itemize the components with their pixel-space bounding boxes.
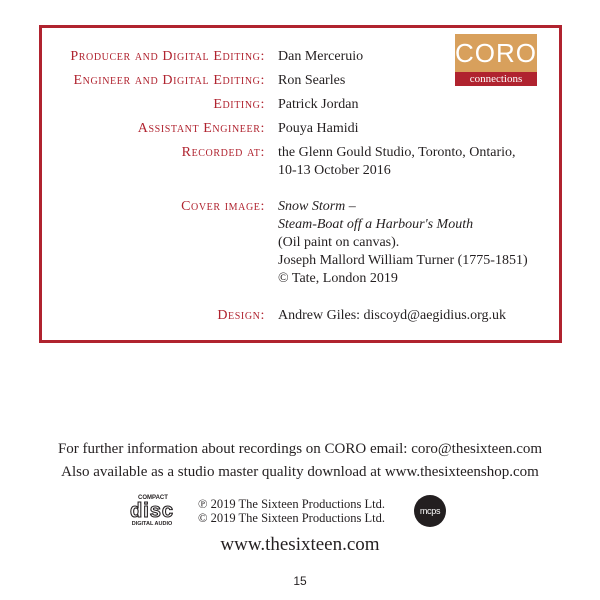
credit-value: Dan Merceruio — [278, 49, 364, 64]
website-url[interactable]: www.thesixteen.com — [220, 534, 380, 555]
mcps-logo-icon: mcps — [414, 495, 446, 527]
credit-value: Ron Searles — [278, 73, 346, 88]
cd-logo-disc-text: disc — [129, 500, 175, 522]
info-download-line: Also available as a studio master quality download at www.thesixteenshop.com — [61, 464, 539, 480]
logo-connections: connections — [455, 72, 537, 86]
credit-value: Andrew Giles: discoyd@aegidius.org.uk — [278, 308, 507, 323]
credit-role: Assistant Engineer: — [137, 121, 265, 136]
recorded-line: the Glenn Gould Studio, Toronto, Ontario, — [278, 145, 516, 160]
credit-role: Recorded at: — [181, 145, 265, 160]
compact-disc-logo-icon — [124, 493, 181, 527]
credit-role: Design: — [217, 308, 265, 323]
credits-box — [39, 25, 562, 343]
credit-role: Engineer and Digital Editing: — [73, 73, 265, 88]
cover-line: (Oil paint on canvas). — [278, 235, 400, 250]
coro-connections-logo — [455, 34, 537, 86]
logo-coro: CORO — [455, 34, 537, 72]
credit-role: Producer and Digital Editing: — [70, 49, 265, 64]
info-email-line: For further information about recordings on CORO email: coro@thesixteen.com — [57, 441, 543, 457]
cover-line: Joseph Mallord William Turner (1775-1851) — [278, 253, 528, 268]
credit-value: Pouya Hamidi — [278, 121, 359, 136]
cover-title-line: Snow Storm – — [278, 199, 356, 214]
credit-value: Patrick Jordan — [278, 97, 359, 112]
recorded-line: 10-13 October 2016 — [278, 163, 391, 178]
phonographic-copyright: ℗ 2019 The Sixteen Productions Ltd. — [198, 497, 386, 511]
cover-title-line: Steam-Boat off a Harbour's Mouth — [278, 217, 474, 232]
cd-logo-top-text: COMPACT — [138, 495, 168, 501]
cover-line: © Tate, London 2019 — [278, 271, 398, 286]
page-number: 15 — [293, 574, 307, 588]
credit-role: Editing: — [213, 97, 265, 112]
credit-value — [278, 144, 516, 180]
credit-value — [278, 198, 528, 288]
cd-logo-bottom-text: DIGITAL AUDIO — [131, 521, 173, 527]
credit-role: Cover image: — [181, 199, 265, 214]
copyright-line: © 2019 The Sixteen Productions Ltd. — [198, 511, 386, 525]
